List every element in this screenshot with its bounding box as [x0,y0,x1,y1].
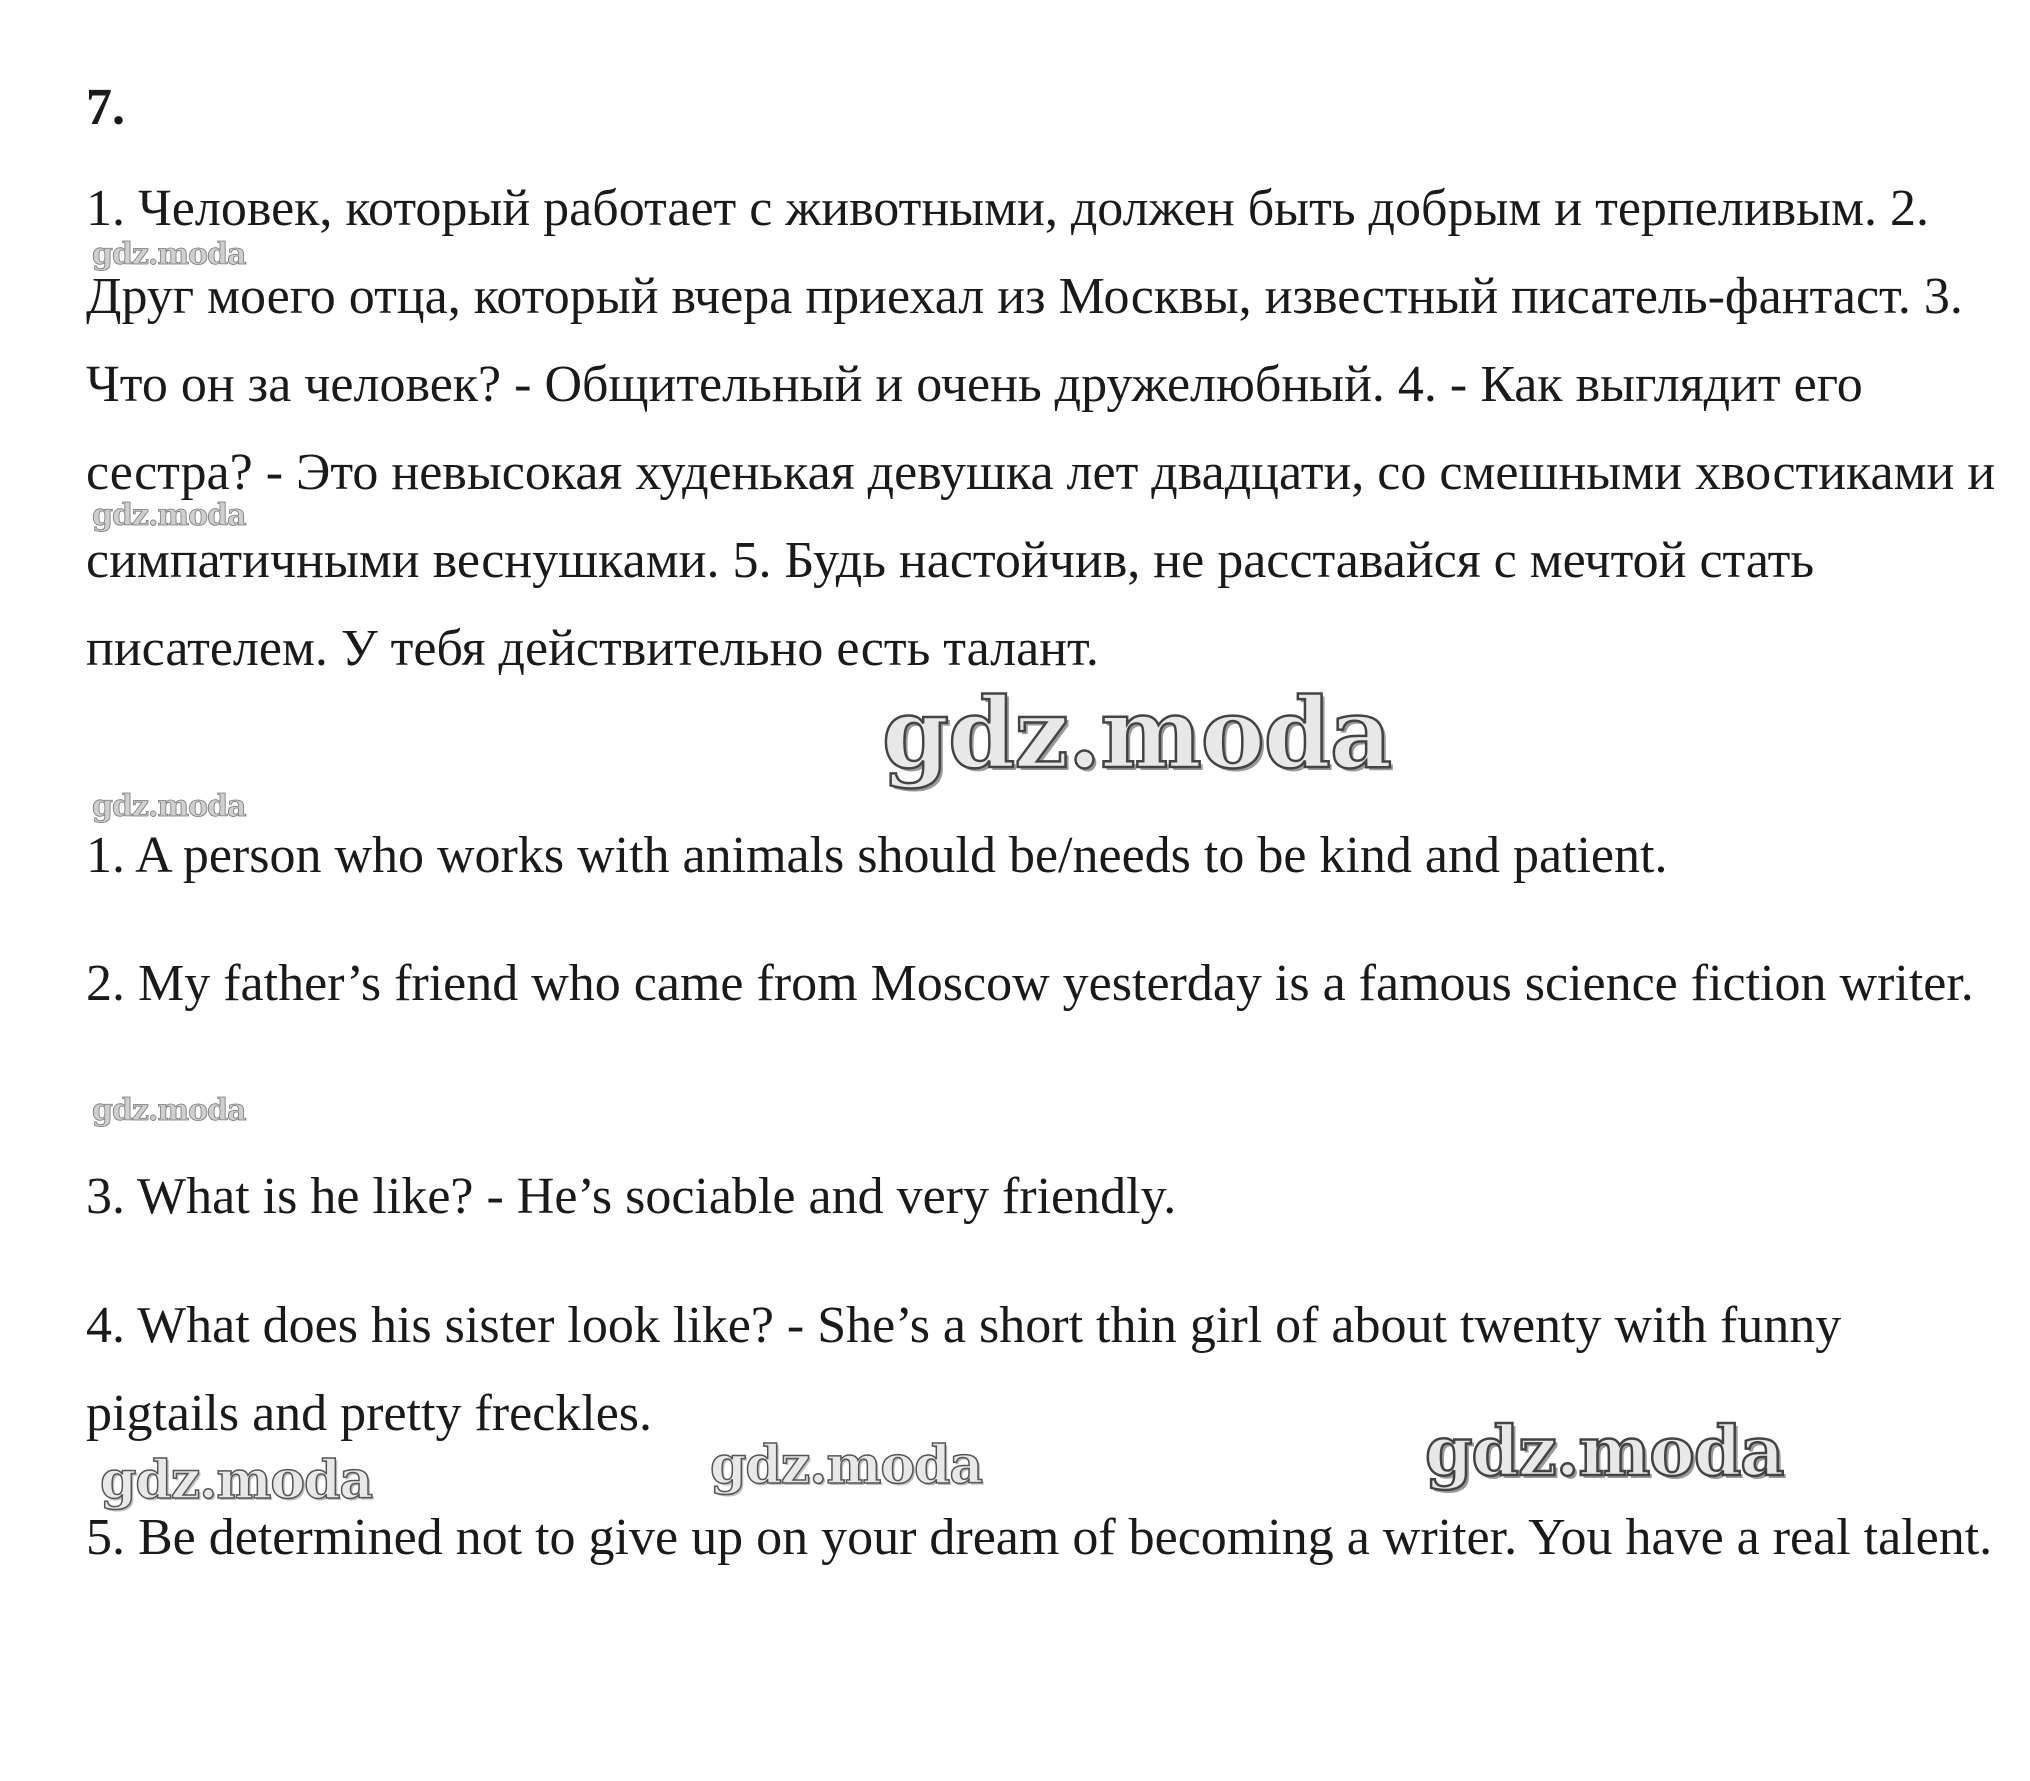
english-sentence-5: 5. Be determined not to give up on your dream of becoming a writer. You have a real talent. [86,1509,1993,1566]
watermark: gdz.moda [710,1435,983,1496]
russian-text: 1. Человек, который работает с животными, должен быть добрым и терпеливым. 2. Друг моего отца, который вчера приехал из Москвы, известный писатель-фантаст. 3. Что он за человек? - Общительный и очень дружелюбный. 4. - Как выглядит его сестра? - Это невысокая худенькая девушка лет двадцати, со смешными хвостиками и симпатичными веснушками. 5. Будь настойчив, не расставайся с мечтой стать писателем. У тебя действительно есть талант. [86,180,1996,677]
watermark: gdz.moda [92,237,246,272]
watermark: gdz.moda [92,789,246,824]
watermark: gdz.moda [92,1093,246,1128]
english-sentence-3: 3. What is he like? - He’s sociable and very friendly. [86,1168,1177,1225]
watermark: gdz.moda [882,677,1392,790]
watermark: gdz.moda [1425,1412,1784,1492]
exercise-number: 7. [86,79,125,136]
english-sentence-2: 2. My father’s friend who came from Moscow yesterday is a famous science fiction writer. [86,955,1974,1012]
english-sentence-1: 1. A person who works with animals should be/needs to be kind and patient. [86,827,1668,884]
watermark: gdz.moda [92,498,246,533]
watermark: gdz.moda [100,1450,373,1511]
english-sentence-4: 4. What does his sister look like? - She’s a short thin girl of about twenty with funny pigtails and pretty freckles. [86,1297,1842,1442]
